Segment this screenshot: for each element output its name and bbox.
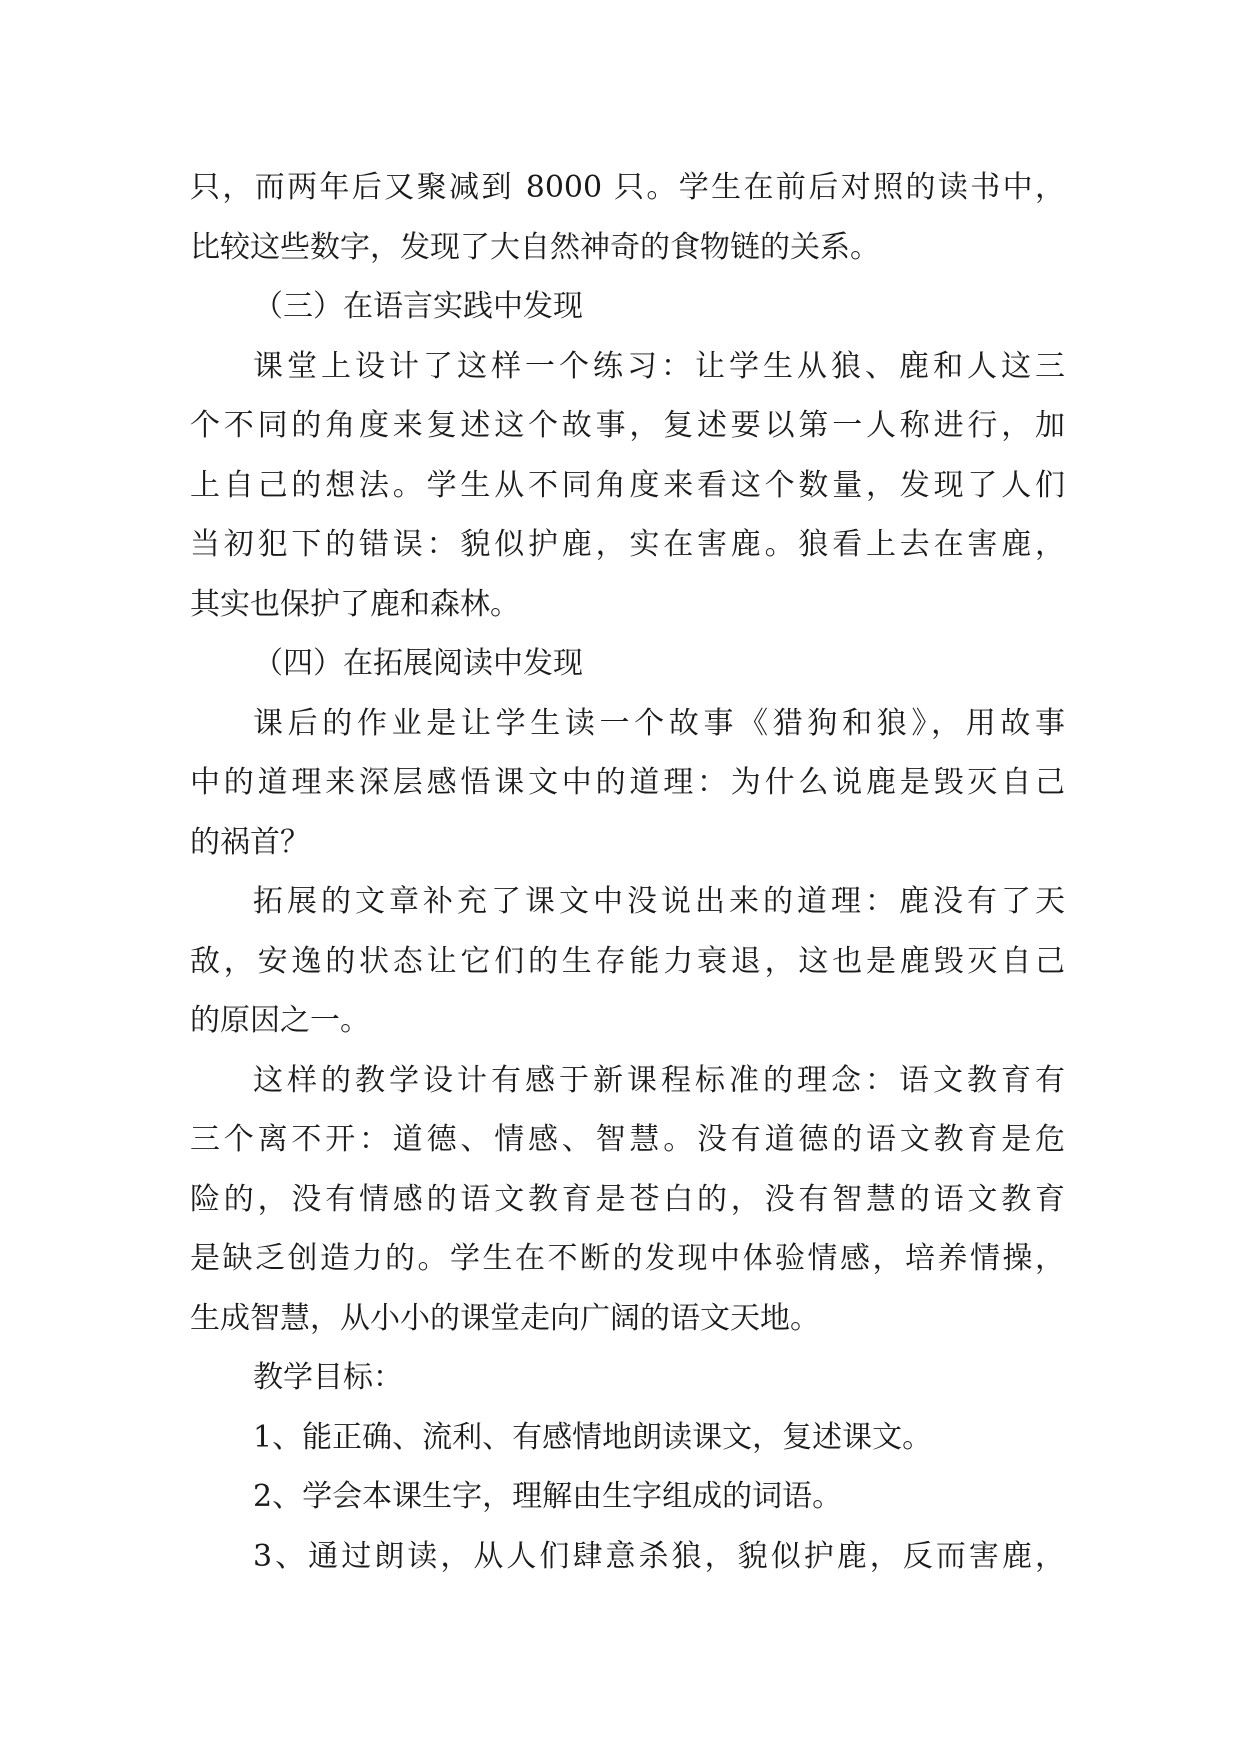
paragraph-line: 是缺乏创造力的。学生在不断的发现中体验情感，培养情操， [190,1241,1065,1276]
section-heading: （三）在语言实践中发现 [253,289,583,324]
paragraph-line: 敌，安逸的状态让它们的生存能力衰退，这也是鹿毁灭自己 [190,943,1065,979]
paragraph-line: 个不同的角度来复述这个故事，复述要以第一人称进行，加 [190,408,1065,443]
document-body [190,158,1065,1586]
list-heading: 教学目标： [253,1360,403,1395]
section-heading: （四）在拓展阅读中发现 [253,646,583,681]
paragraph-line: 中的道理来深层感悟课文中的道理：为什么说鹿是毁灭自己 [190,765,1065,800]
paragraph-line: 的祸首？ [190,824,310,860]
paragraph-line: 只，而两年后又聚减到 8000 只。学生在前后对照的读书中， [190,170,1065,205]
paragraph-line: 生成智慧，从小小的课堂走向广阔的语文天地。 [190,1300,820,1336]
list-item: 2、学会本课生字，理解由生字组成的词语。 [253,1479,843,1514]
paragraph-line: 险的，没有情感的语文教育是苍白的，没有智慧的语文教育 [190,1181,1065,1217]
paragraph-line: 其实也保护了鹿和森林。 [190,586,520,622]
list-item: 3、通过朗读，从人们肆意杀狼，貌似护鹿，反而害鹿， [253,1538,1065,1574]
paragraph-line: 三个离不开：道德、情感、智慧。没有道德的语文教育是危 [190,1122,1065,1157]
paragraph-line: 比较这些数字，发现了大自然神奇的食物链的关系。 [190,229,880,265]
paragraph-line: 当初犯下的错误：貌似护鹿，实在害鹿。狼看上去在害鹿， [190,527,1065,562]
paragraph-line: 这样的教学设计有感于新课程标准的理念：语文教育有 [253,1062,1065,1098]
paragraph-line: 上自己的想法。学生从不同角度来看这个数量，发现了人们 [190,467,1065,503]
paragraph-line: 课后的作业是让学生读一个故事《猎狗和狼》，用故事 [253,705,1065,741]
paragraph-line: 课堂上设计了这样一个练习：让学生从狼、鹿和人这三 [253,348,1065,384]
paragraph-line: 的原因之一。 [190,1003,370,1038]
paragraph-line: 拓展的文章补充了课文中没说出来的道理：鹿没有了天 [253,884,1065,919]
list-item: 1、能正确、流利、有感情地朗读课文，复述课文。 [253,1419,933,1455]
